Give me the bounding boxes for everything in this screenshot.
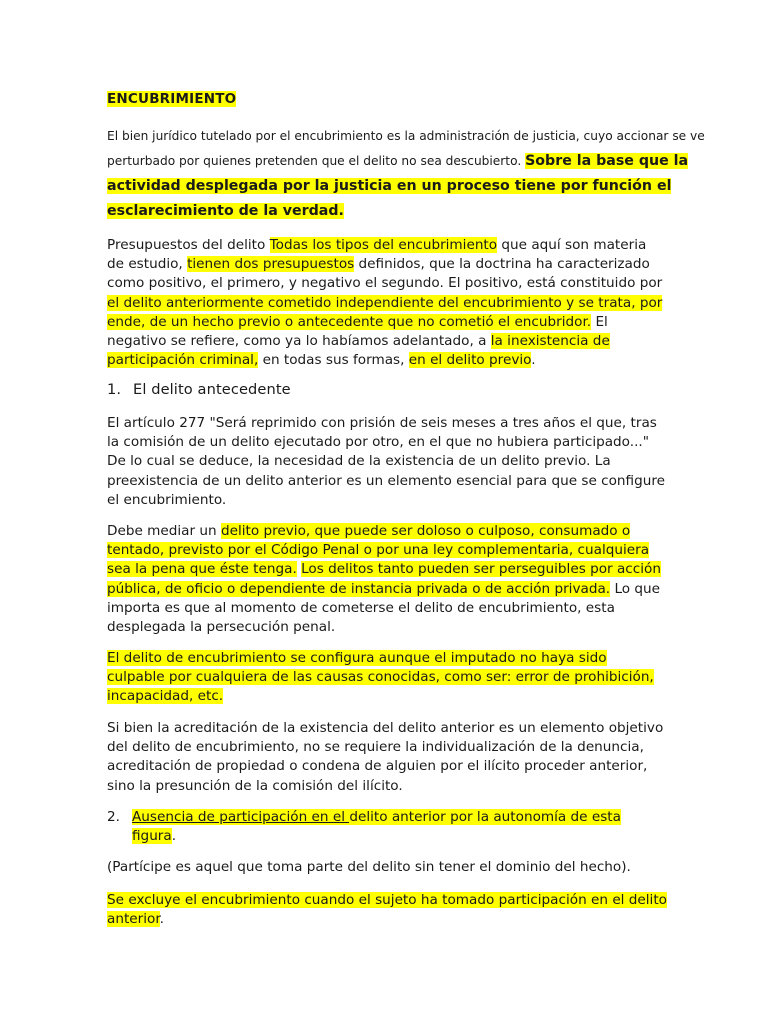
- intro-normal-text: El bien jurídico tutelado por el encubrimiento es la administración de justicia, cuyo accionar se ve perturbado por quienes pretenden que el delito no sea descubierto.: [107, 129, 705, 168]
- highlight-span: El delito de encubrimiento se configura aunque el imputado no haya sido culpable por cualquiera de las causas conocidas, como ser: error de prohibición, incapacidad, etc.: [107, 650, 654, 705]
- text-span: .: [171, 828, 177, 845]
- articulo-paragraph: El artículo 277 "Será reprimido con prisión de seis meses a tres años el que, tras la comisión de un delito ejecutado por otro, en el que no hubiera participado..." De lo cual se deduce, la necesidad de la existencia de un delito previo. La preexistencia de un delito anterior es un elemento esencial para que se configure el encubrimiento.: [107, 415, 666, 508]
- highlight-span: Los delitos tanto pueden ser perseguibles por acción pública, de oficio o dependiente de instancia privada o de acción privada.: [107, 561, 661, 597]
- underlined-highlight-span: Ausencia de participación en el: [132, 809, 350, 825]
- excluye-paragraph: [107, 891, 667, 929]
- section-number: 1.: [107, 381, 122, 398]
- text-span: .: [159, 911, 164, 928]
- participe-paragraph: (Partícipe es aquel que toma parte del delito sin tener el dominio del hecho).: [107, 859, 631, 875]
- highlight-span: tienen dos presupuestos: [187, 256, 355, 273]
- document-title: [107, 91, 236, 107]
- text-span: definidos, que la doctrina ha caracterizado como positivo, el primero, y negativo el segundo. El positivo, está constituido por: [107, 256, 663, 292]
- list-item-2: [107, 808, 667, 848]
- highlight-span: delito anterior por la autonomía de esta figura: [132, 809, 621, 845]
- text-span: Presupuestos del delito: [107, 237, 270, 253]
- text-span: Lo que importa es que al momento de cometerse el delito de encubrimiento, esta desplegada la persecución penal.: [107, 580, 661, 636]
- highlight-span: Se excluye el encubrimiento cuando el sujeto ha tomado participación en el delito anterior: [107, 892, 667, 928]
- intro-bold-highlight: Sobre la base que la actividad desplegada por la justicia en un proceso tiene por función el esclarecimiento de la verdad.: [107, 153, 689, 219]
- sibien-paragraph: Si bien la acreditación de la existencia del delito anterior es un elemento objetivo del delito de encubrimiento, no se requiere la individualización de la denuncia, acreditación de propiedad o condena de alguien por el ilícito proceder anterior, sino la presunción de la comisión del ilícito.: [107, 720, 664, 794]
- debe-paragraph: [107, 522, 667, 637]
- text-span: en todas sus formas,: [258, 352, 409, 369]
- highlight-span: Todas los tipos del encubrimiento: [269, 237, 498, 253]
- configura-paragraph: [107, 649, 667, 707]
- text-span: .: [531, 352, 536, 369]
- list-number: 2.: [107, 809, 120, 825]
- title-text: ENCUBRIMIENTO: [107, 91, 237, 107]
- highlight-span: la inexistencia de participación criminal,: [107, 333, 610, 369]
- intro-paragraph: [107, 124, 707, 224]
- highlight-span: el delito anteriormente cometido independiente del encubrimiento y se trata, por ende, de un hecho previo o antecedente que no cometió el encubridor.: [107, 294, 663, 330]
- text-span: que aquí son materia de estudio,: [107, 237, 647, 273]
- list-item-body: [132, 808, 652, 846]
- highlight-span: delito previo, que puede ser doloso o culposo, consumado o tentado, previsto por el Código Penal o por una ley complementaria, cualquiera sea la pena que éste tenga.: [107, 523, 650, 578]
- section-title: El delito antecedente: [133, 381, 291, 398]
- section-heading-1: [107, 381, 291, 398]
- highlight-span: en el delito previo: [408, 352, 532, 369]
- presupuestos-paragraph: [107, 236, 667, 370]
- text-span: Debe mediar un: [107, 523, 221, 539]
- text-span: El negativo se refiere, como ya lo habíamos adelantado, a: [107, 313, 608, 350]
